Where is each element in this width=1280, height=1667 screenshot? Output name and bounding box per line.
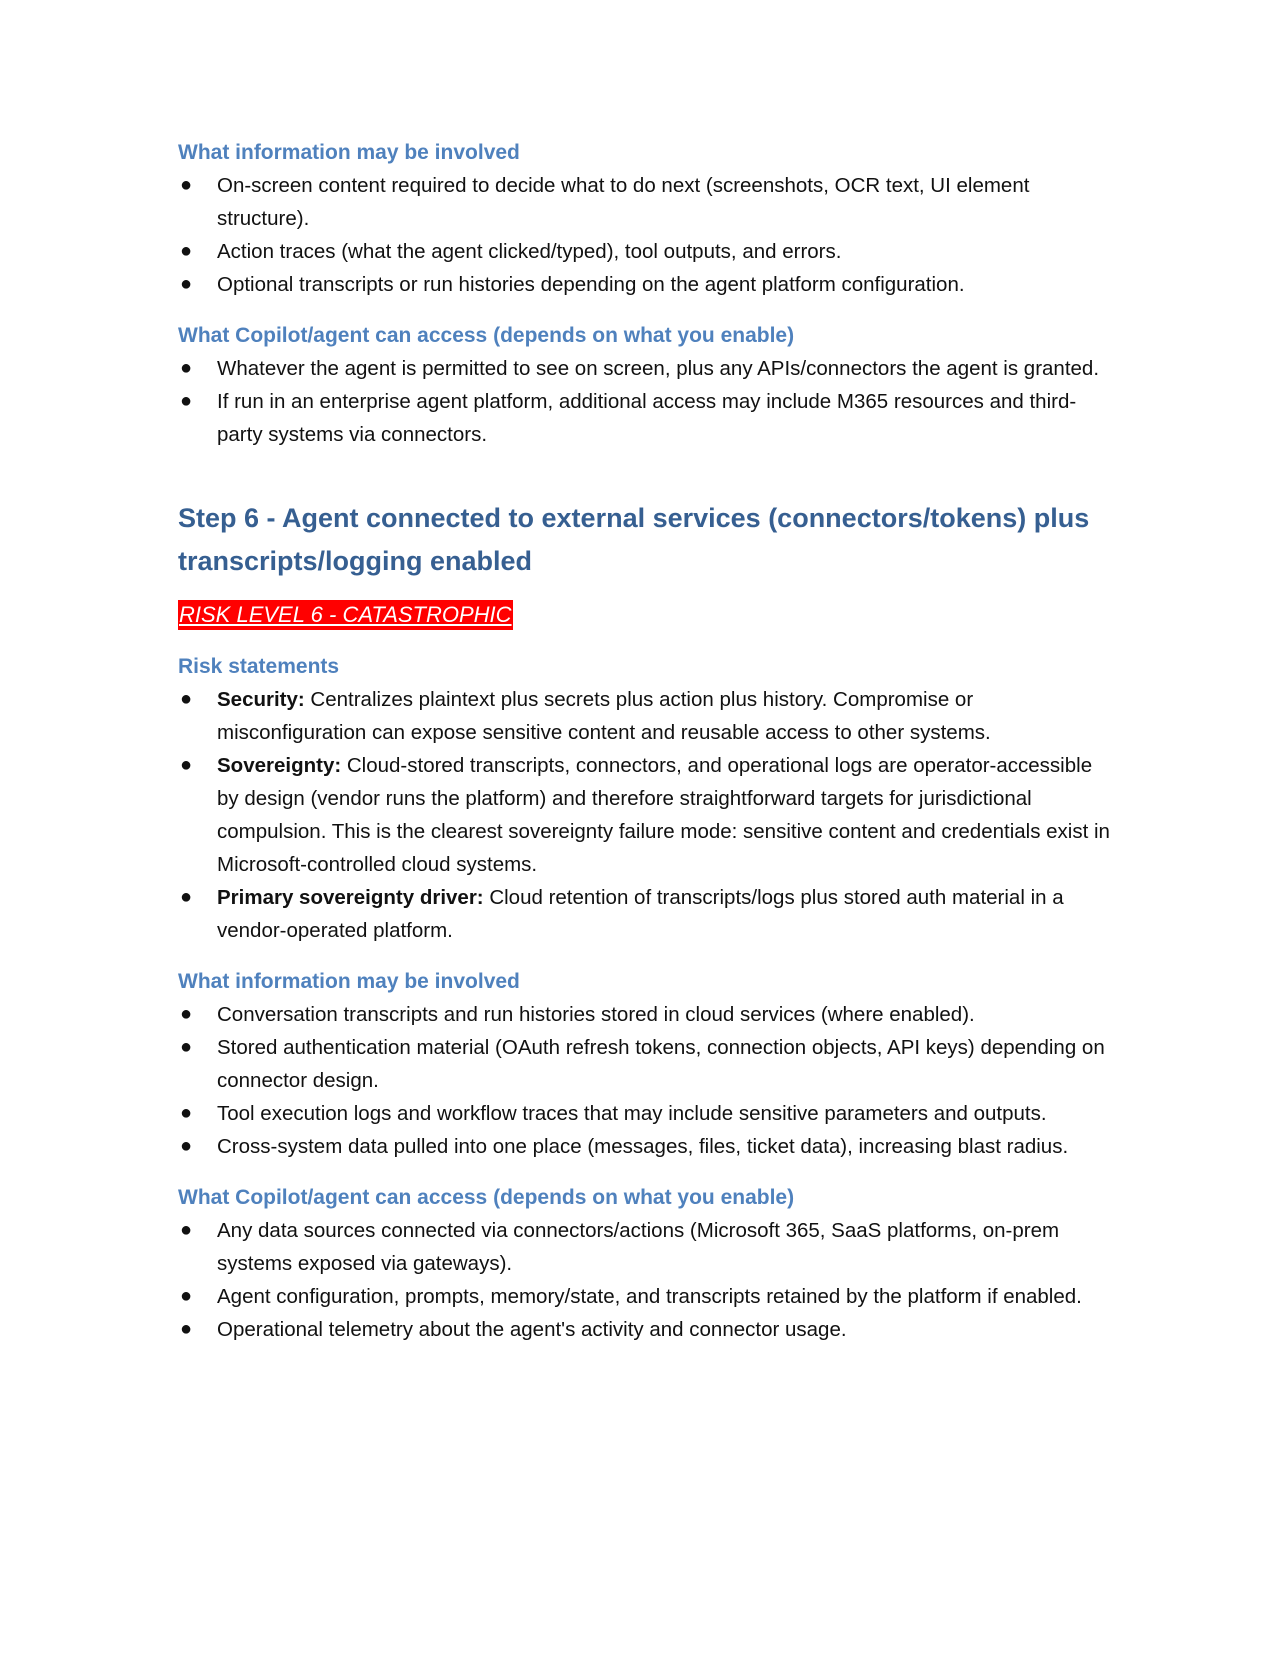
section-heading-access: What Copilot/agent can access (depends on what you enable): [178, 1186, 795, 1209]
list-item: ● Cross-system data pulled into one place (messages, files, ticket data), increasing blast radius.: [178, 1130, 1118, 1163]
list-item: ● Any data sources connected via connectors/actions (Microsoft 365, SaaS platforms, on-prem systems exposed via gateways).: [178, 1214, 1118, 1280]
bullet-icon: ●: [180, 1135, 193, 1157]
list-item: ● On-screen content required to decide what to do next (screenshots, OCR text, UI element structure).: [178, 169, 1118, 235]
risk-level-wrapper: [178, 600, 1118, 630]
bullet-icon: ●: [180, 1219, 193, 1241]
bullet-icon: ●: [180, 688, 193, 710]
risk-list: [178, 683, 1118, 947]
risk-level-badge: RISK LEVEL 6 - CATASTROPHIC: [178, 600, 513, 630]
bullet-icon: ●: [180, 1285, 193, 1307]
bullet-icon: ●: [180, 1318, 193, 1340]
bullet-icon: ●: [180, 1102, 193, 1124]
section-heading-info: What information may be involved: [178, 141, 520, 164]
bullet-icon: ●: [180, 1036, 193, 1058]
bullet-icon: ●: [180, 390, 193, 412]
info-list: [178, 998, 1118, 1163]
list-item: ● Agent configuration, prompts, memory/state, and transcripts retained by the platform if enabled.: [178, 1280, 1118, 1313]
access-list: [178, 1214, 1118, 1346]
list-item: ● If run in an enterprise agent platform, additional access may include M365 resources and third-party systems via connectors.: [178, 385, 1118, 451]
bullet-icon: ●: [180, 1003, 193, 1025]
list-item: ● Operational telemetry about the agent's activity and connector usage.: [178, 1313, 1118, 1346]
bullet-icon: ●: [180, 240, 193, 262]
document-page: [178, 136, 1118, 1346]
list-item: ● Tool execution logs and workflow traces that may include sensitive parameters and outputs.: [178, 1097, 1118, 1130]
bullet-icon: ●: [180, 174, 193, 196]
info-list: [178, 169, 1118, 301]
list-item: ● Optional transcripts or run histories depending on the agent platform configuration.: [178, 268, 1118, 301]
bullet-icon: ●: [180, 886, 193, 908]
section-heading-risk: Risk statements: [178, 655, 340, 678]
bullet-icon: ●: [180, 357, 193, 379]
list-item: ● Security: Centralizes plaintext plus secrets plus action plus history. Compromise or misconfiguration can expose sensitive content and reusable access to other systems.: [178, 683, 1118, 749]
list-item: ● Sovereignty: Cloud-stored transcripts, connectors, and operational logs are operator-accessible by design (vendor runs the platform) and therefore straightforward targets for jurisdictional compulsion. This is the clearest sovereignty failure mode: sensitive content and credentials exist in Microsoft-controlled cloud systems.: [178, 749, 1118, 881]
step-title: Step 6 - Agent connected to external services (connectors/tokens) plus transcripts/logging enabled: [178, 503, 1090, 576]
list-item: ● Action traces (what the agent clicked/typed), tool outputs, and errors.: [178, 235, 1118, 268]
bullet-icon: ●: [180, 754, 193, 776]
list-item: ● Whatever the agent is permitted to see on screen, plus any APIs/connectors the agent is granted.: [178, 352, 1118, 385]
list-item: ● Stored authentication material (OAuth refresh tokens, connection objects, API keys) depending on connector design.: [178, 1031, 1118, 1097]
list-item: ● Conversation transcripts and run histories stored in cloud services (where enabled).: [178, 998, 1118, 1031]
bullet-icon: ●: [180, 273, 193, 295]
list-item: ● Primary sovereignty driver: Cloud retention of transcripts/logs plus stored auth material in a vendor-operated platform.: [178, 881, 1118, 947]
section-heading-info: What information may be involved: [178, 970, 520, 993]
access-list: [178, 352, 1118, 451]
section-heading-access: What Copilot/agent can access (depends on what you enable): [178, 324, 795, 347]
